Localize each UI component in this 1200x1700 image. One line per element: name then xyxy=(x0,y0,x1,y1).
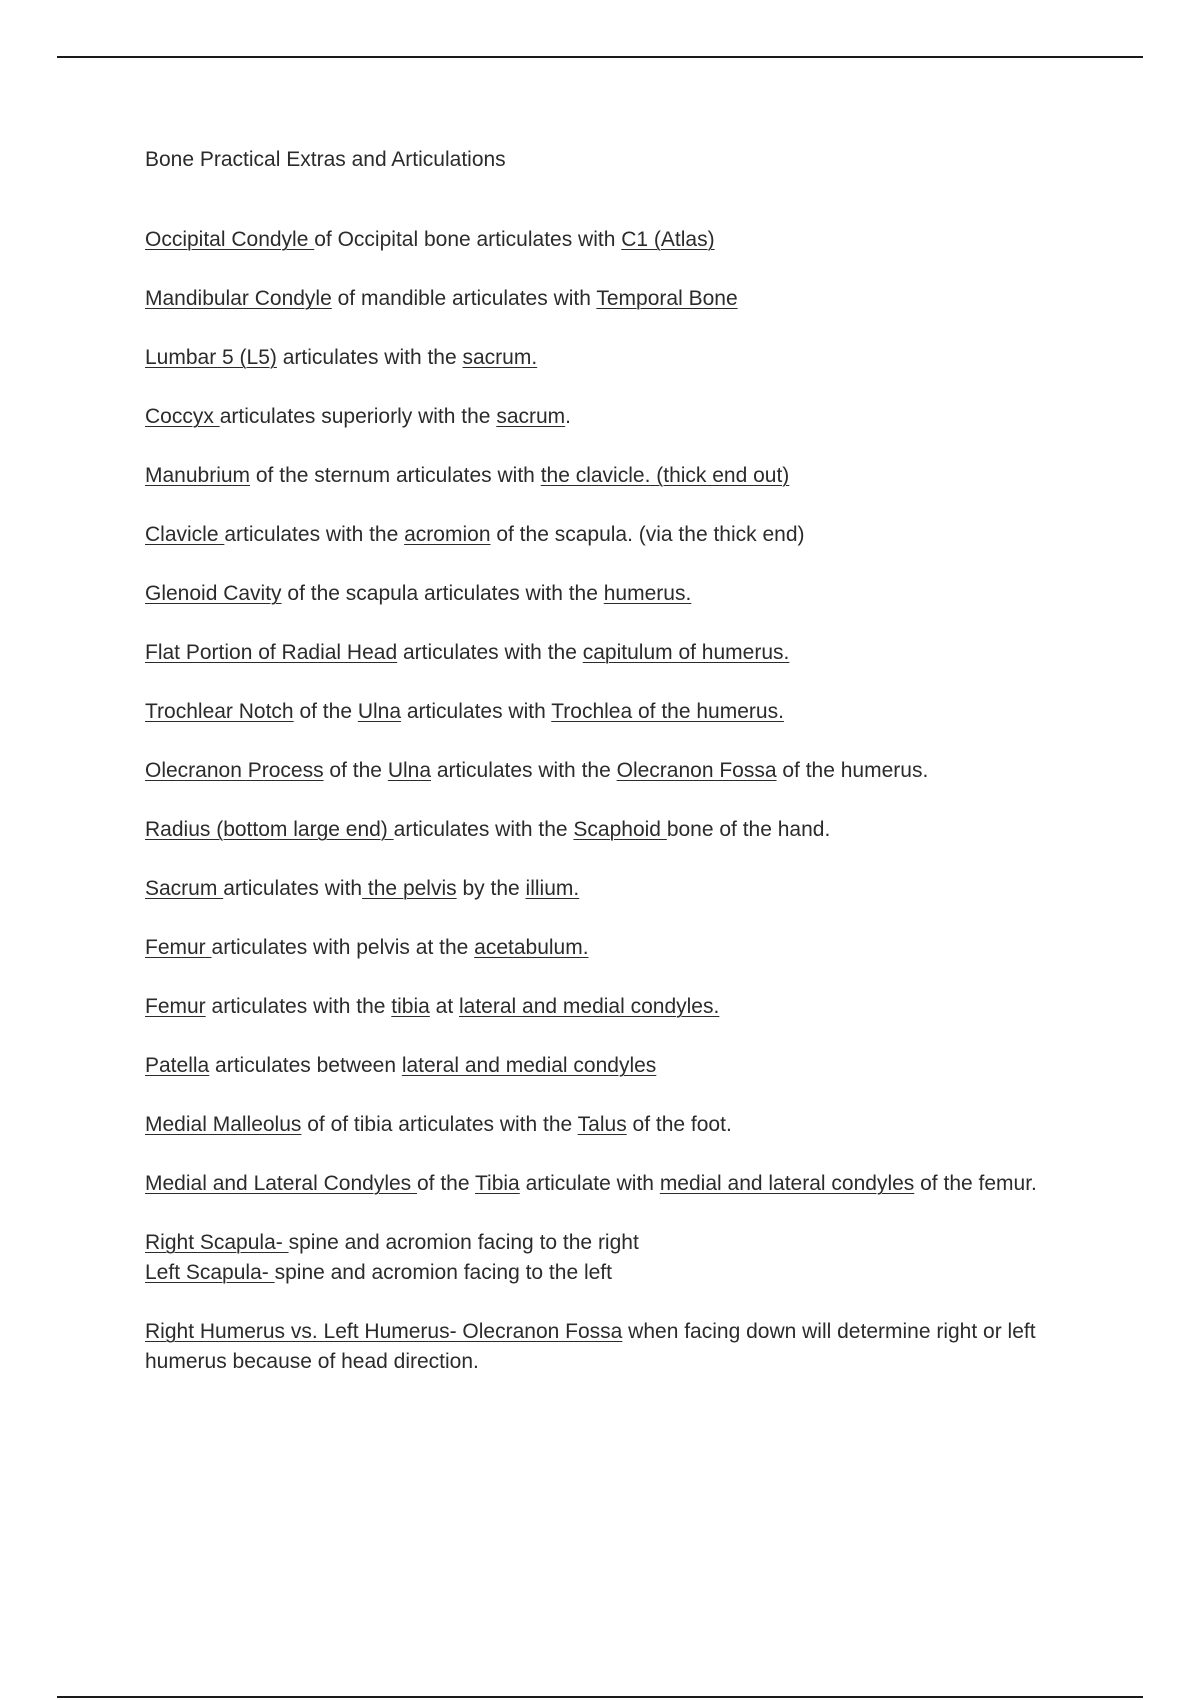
articulation-paragraph xyxy=(145,756,1105,786)
paragraph-text: of of tibia articulates with the xyxy=(301,1113,578,1136)
underlined-term: Left Scapula- xyxy=(145,1261,275,1284)
underlined-term: the clavicle. (thick end out) xyxy=(540,464,790,487)
document-title: Bone Practical Extras and Articulations xyxy=(145,148,506,171)
underlined-term: Temporal Bone xyxy=(596,287,738,310)
underlined-term: humerus. xyxy=(603,582,692,605)
underlined-term: lateral and medial condyles xyxy=(401,1054,657,1077)
paragraph-text: of the scapula articulates with the xyxy=(281,582,604,605)
underlined-term: Coccyx xyxy=(145,405,220,428)
paragraph-text: articulates with the xyxy=(276,346,463,369)
underlined-term: Mandibular Condyle xyxy=(145,287,332,310)
paragraph-text: articulates with the xyxy=(205,995,392,1018)
paragraph-text: articulates with pelvis at the xyxy=(211,936,475,959)
paragraph-text: articulates with the xyxy=(224,523,405,546)
underlined-term: Femur xyxy=(145,995,206,1018)
paragraph-text: of the humerus. xyxy=(776,759,929,782)
underlined-term: illium. xyxy=(525,877,580,900)
underlined-term: Lumbar 5 (L5) xyxy=(145,346,277,369)
footer-rule xyxy=(57,1696,1143,1698)
paragraph-text: of the xyxy=(323,759,388,782)
underlined-term: Olecranon Process xyxy=(145,759,324,782)
paragraph-text: articulates with xyxy=(401,700,552,723)
underlined-term: medial and lateral condyles xyxy=(659,1172,915,1195)
paragraph-text: bone of the hand. xyxy=(666,818,831,841)
articulation-paragraph xyxy=(145,461,1105,491)
paragraph-text: of the foot. xyxy=(626,1113,732,1136)
underlined-term: Manubrium xyxy=(145,464,251,487)
paragraph-text: spine and acromion facing to the left xyxy=(274,1261,612,1284)
paragraph-text: articulates with the xyxy=(431,759,617,782)
articulation-paragraph xyxy=(145,1317,1105,1377)
underlined-term: Talus xyxy=(577,1113,627,1136)
underlined-term: lateral and medial condyles. xyxy=(459,995,720,1018)
underlined-term: Flat Portion of Radial Head xyxy=(145,641,398,664)
underlined-term: tibia xyxy=(391,995,430,1018)
articulation-paragraph xyxy=(145,1051,1105,1081)
paragraph-text: articulate with xyxy=(519,1172,660,1195)
articulation-paragraph xyxy=(145,343,1105,373)
articulation-paragraph xyxy=(145,402,1105,432)
paragraph-text: of Occipital bone articulates with xyxy=(314,228,622,251)
paragraph-text: . xyxy=(565,405,572,428)
underlined-term: Glenoid Cavity xyxy=(145,582,282,605)
underlined-term: Trochlea of the humerus. xyxy=(551,700,784,723)
underlined-term: sacrum. xyxy=(462,346,538,369)
underlined-term: Radius (bottom large end) xyxy=(145,818,394,841)
paragraph-text: of the xyxy=(293,700,358,723)
articulation-list xyxy=(145,225,1105,1377)
underlined-term: Scaphoid xyxy=(573,818,667,841)
document-body xyxy=(145,145,1105,1406)
underlined-term: Ulna xyxy=(387,759,432,782)
articulation-paragraph xyxy=(145,579,1105,609)
articulation-paragraph xyxy=(145,992,1105,1022)
underlined-term: Occipital Condyle xyxy=(145,228,315,251)
underlined-term: Tibia xyxy=(475,1172,520,1195)
paragraph-text: articulates between xyxy=(209,1054,402,1077)
paragraph-text: when facing down will determine right or left humerus because of head direction. xyxy=(145,1320,1036,1373)
paragraph-text: of the xyxy=(417,1172,475,1195)
underlined-term: acetabulum. xyxy=(474,936,589,959)
paragraph-text: by the xyxy=(456,877,526,900)
articulation-paragraph xyxy=(145,1110,1105,1140)
underlined-term: Medial Malleolus xyxy=(145,1113,302,1136)
underlined-term: Trochlear Notch xyxy=(145,700,294,723)
paragraph-text: articulates with the xyxy=(397,641,583,664)
underlined-term: Femur xyxy=(145,936,212,959)
paragraph-text: articulates with xyxy=(223,877,363,900)
articulation-paragraph xyxy=(145,815,1105,845)
paragraph-text: articulates with the xyxy=(393,818,574,841)
underlined-term: Ulna xyxy=(357,700,402,723)
underlined-term: Patella xyxy=(145,1054,210,1077)
underlined-term: Olecranon Fossa xyxy=(616,759,777,782)
paragraph-text: articulates superiorly with the xyxy=(219,405,497,428)
underlined-term: capitulum of humerus. xyxy=(582,641,790,664)
articulation-paragraph xyxy=(145,520,1105,550)
articulation-paragraph xyxy=(145,1228,1105,1288)
articulation-paragraph xyxy=(145,638,1105,668)
underlined-term: Sacrum xyxy=(145,877,224,900)
articulation-paragraph xyxy=(145,697,1105,727)
articulation-paragraph xyxy=(145,284,1105,314)
paragraph-text: of mandible articulates with xyxy=(331,287,597,310)
paragraph-text: of the sternum articulates with xyxy=(250,464,541,487)
underlined-term: C1 (Atlas) xyxy=(621,228,715,251)
header-rule xyxy=(57,56,1143,58)
underlined-term: sacrum xyxy=(496,405,566,428)
articulation-paragraph xyxy=(145,933,1105,963)
paragraph-text: of the scapula. (via the thick end) xyxy=(490,523,805,546)
articulation-paragraph xyxy=(145,874,1105,904)
paragraph-text: spine and acromion facing to the right xyxy=(288,1231,639,1254)
paragraph-text: at xyxy=(429,995,459,1018)
underlined-term: Clavicle xyxy=(145,523,225,546)
articulation-paragraph xyxy=(145,1169,1105,1199)
underlined-term: the pelvis xyxy=(362,877,457,900)
underlined-term: Medial and Lateral Condyles xyxy=(145,1172,417,1195)
paragraph-text: of the femur. xyxy=(914,1172,1037,1195)
underlined-term: Right Humerus vs. Left Humerus- Olecranon Fossa xyxy=(145,1320,623,1343)
underlined-term: acromion xyxy=(404,523,491,546)
underlined-term: Right Scapula- xyxy=(145,1231,289,1254)
articulation-paragraph xyxy=(145,225,1105,255)
